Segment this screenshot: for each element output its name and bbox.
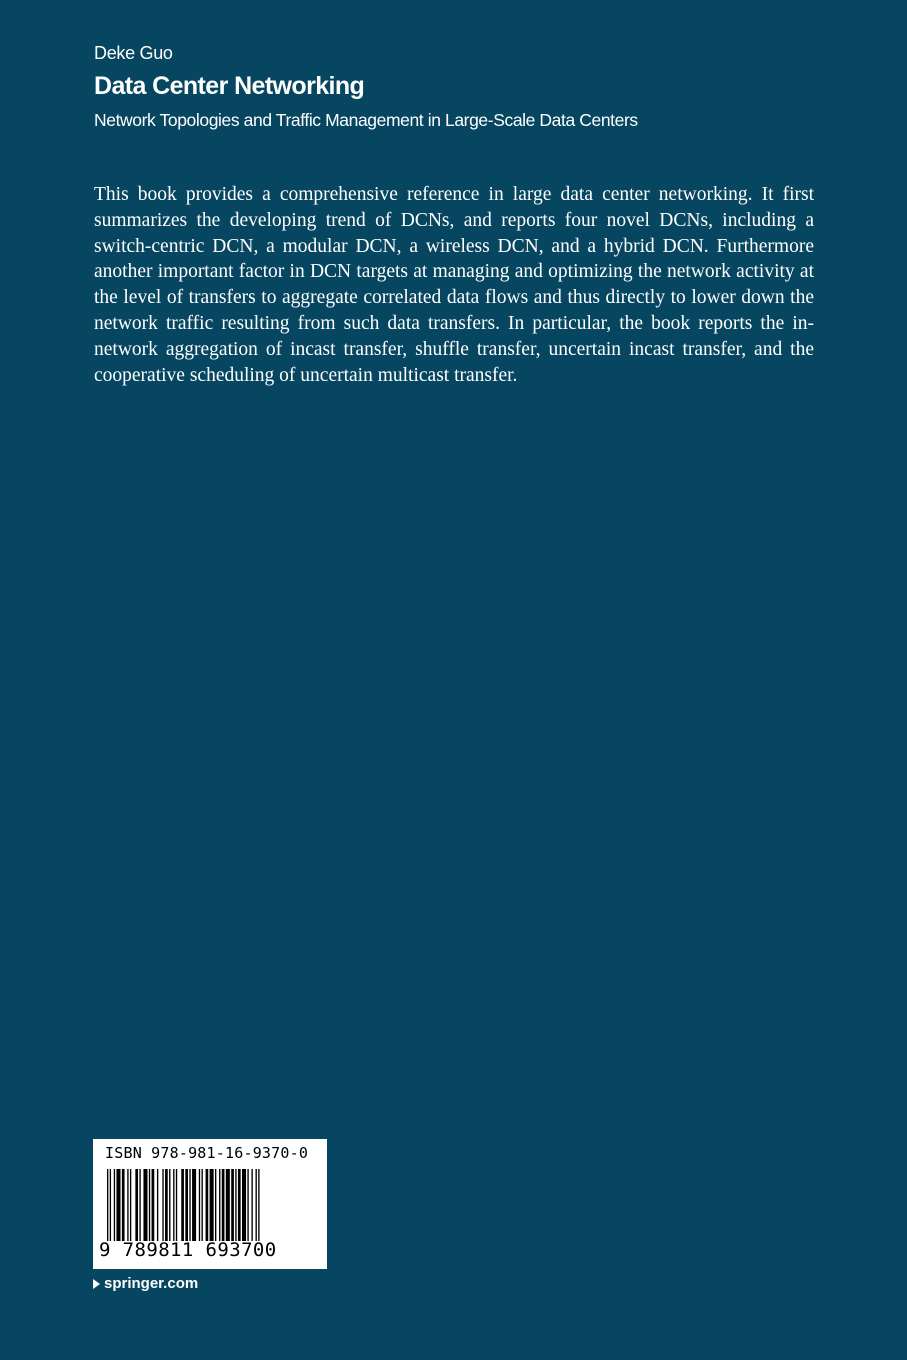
book-title: Data Center Networking (94, 72, 365, 100)
book-subtitle: Network Topologies and Traffic Management in Large-Scale Data Centers (94, 110, 638, 130)
isbn-label: ISBN 978-981-16-9370-0 (105, 1144, 309, 1162)
arrow-right-icon (93, 1279, 100, 1289)
author-name: Deke Guo (94, 43, 173, 63)
book-description: This book provides a comprehensive reference in large data center networking. It first summarizes the developing trend of DCNs, and reports four novel DCNs, including a switch-centric DCN, a modular DCN, a wireless DCN, and a hybrid DCN. Furthermore another important factor in DCN targets at managing and optimizing the network activity at the level of transfers to aggregate correlated data flows and thus directly to lower down the network traffic resulting from such data transfers. In particular, the book reports the in-network aggregation of incast transfer, shuffle transfer, uncertain incast transfer, and the cooperative scheduling of uncertain multicast transfer. (94, 184, 814, 386)
publisher-link[interactable] (93, 1275, 198, 1292)
publisher-url: springer.com (104, 1275, 199, 1292)
isbn-barcode (93, 1139, 327, 1269)
barcode-digits: 9 789811 693700 (99, 1239, 277, 1261)
barcode-bars (107, 1169, 313, 1241)
